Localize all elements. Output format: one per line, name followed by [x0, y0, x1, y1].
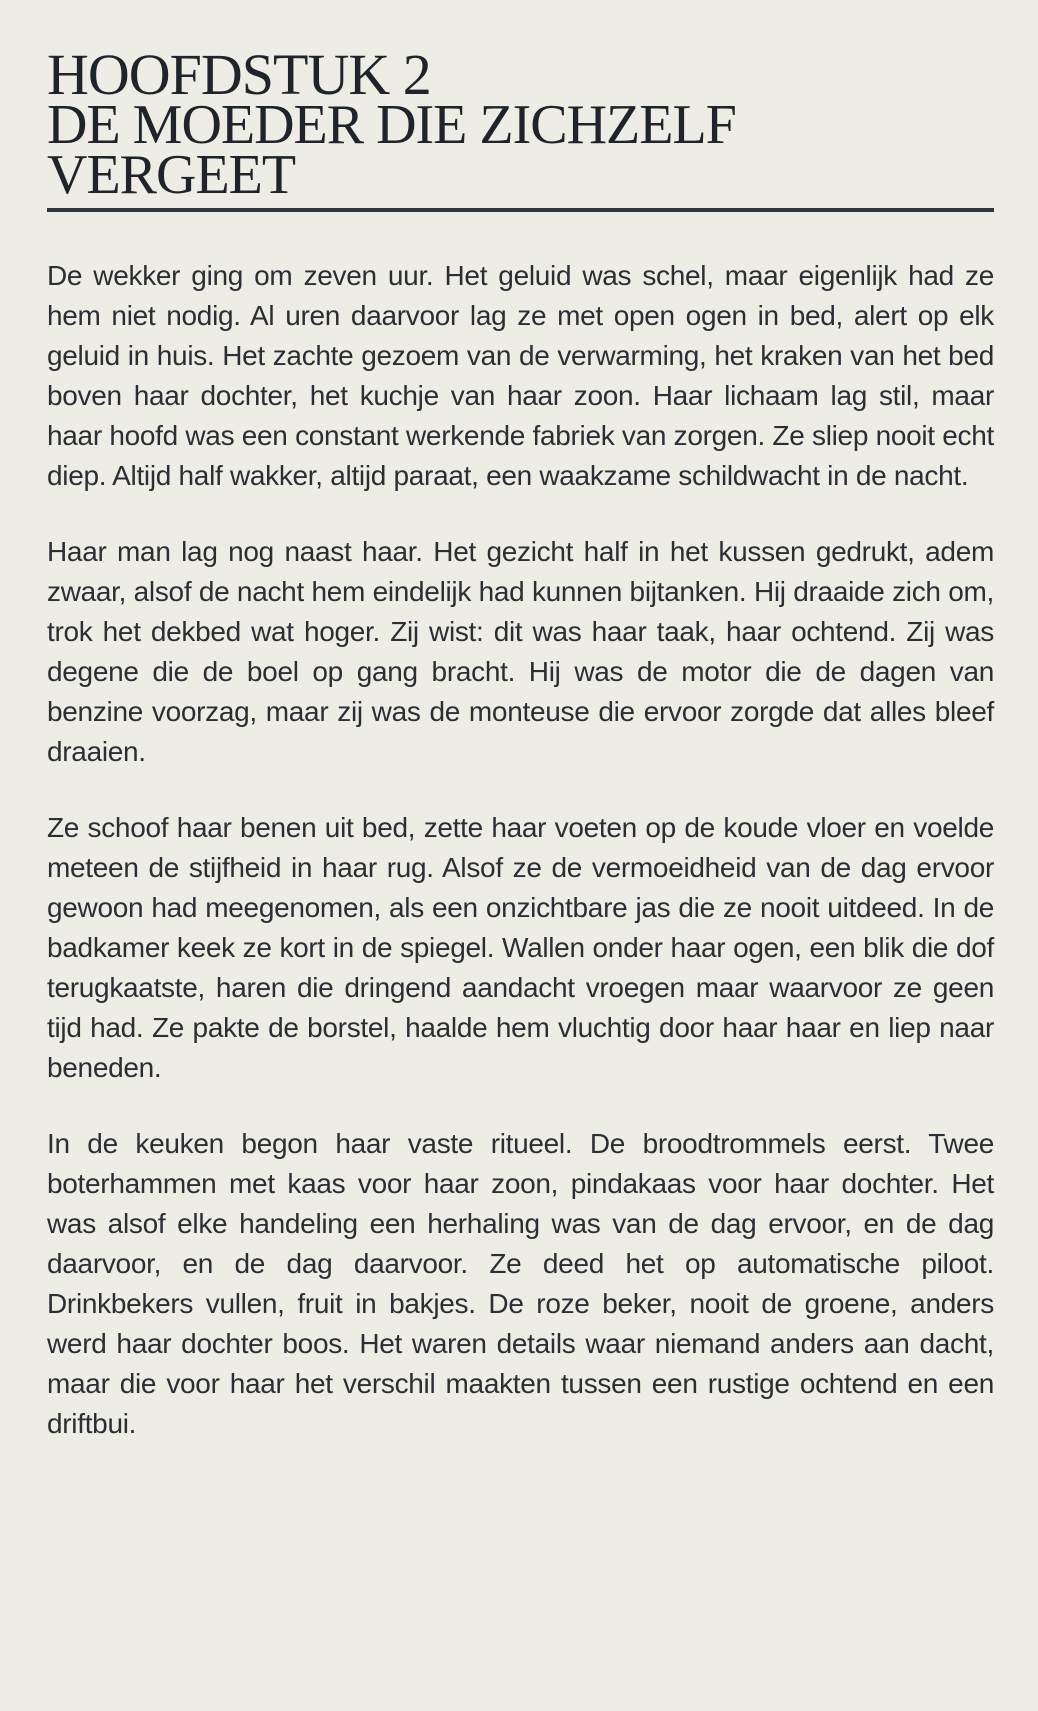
chapter-header [47, 42, 994, 212]
body-paragraph: Ze schoof haar benen uit bed, zette haar voeten op de koude vloer en voelde meteen de stijfheid in haar rug. Alsof ze de vermoeidheid van de dag ervoor gewoon had meegenomen, als een onzichtbare jas die ze nooit uitdeed. In de badkamer keek ze kort in de spiegel. Wallen onder haar ogen, een blik die dof terugkaatste, haren die dringend aandacht vroegen maar waarvoor ze geen tijd had. Ze pakte de borstel, haalde hem vluchtig door haar haar en liep naar beneden. [47, 812, 994, 1083]
chapter-body [47, 256, 994, 1444]
body-paragraph: De wekker ging om zeven uur. Het geluid was schel, maar eigenlijk had ze hem niet nodig. Al uren daarvoor lag ze met open ogen in bed, alert op elk geluid in huis. Het zachte gezoem van de verwarming, het kraken van het bed boven haar dochter, het kuchje van haar zoon. Haar lichaam lag stil, maar haar hoofd was een constant werkende fabriek van zorgen. Ze sliep nooit echt diep. Altijd half wakker, altijd paraat, een waakzame schildwacht in de nacht. [47, 260, 994, 491]
chapter-title: DE MOEDER DIE ZICHZELF VERGEET [47, 94, 736, 206]
body-paragraph: In de keuken begon haar vaste ritueel. De broodtrommels eerst. Twee boterhammen met kaas voor haar zoon, pindakaas voor haar dochter. Het was alsof elke handeling een herhaling was van de dag ervoor, en de dag daarvoor, en de dag daarvoor. Ze deed het op automatische piloot. Drinkbekers vullen, fruit in bakjes. De roze beker, nooit de groene, anders werd haar dochter boos. Het waren details waar niemand anders aan dacht, maar die voor haar het verschil maakten tussen een rustige ochtend en een driftbui. [47, 1128, 994, 1439]
body-paragraph: Haar man lag nog naast haar. Het gezicht half in het kussen gedrukt, adem zwaar, alsof de nacht hem eindelijk had kunnen bijtanken. Hij draaide zich om, trok het dekbed wat hoger. Zij wist: dit was haar taak, haar ochtend. Zij was degene die de boel op gang bracht. Hij was de motor die de dagen van benzine voorzag, maar zij was de monteuse die ervoor zorgde dat alles bleef draaien. [47, 536, 994, 767]
chapter-label: HOOFDSTUK 2 [47, 42, 431, 107]
